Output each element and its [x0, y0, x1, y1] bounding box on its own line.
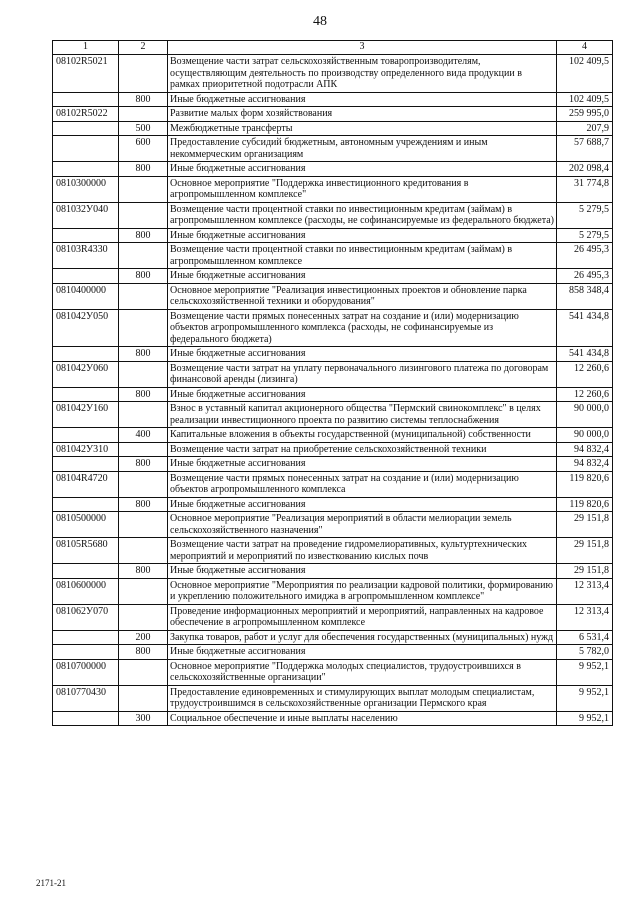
table-row [53, 442, 613, 457]
row-amount: 94 832,4 [557, 457, 613, 472]
column-number-4: 4 [557, 41, 613, 55]
row-code: 08103R4330 [53, 243, 119, 269]
row-amount: 541 434,8 [557, 309, 613, 347]
row-code [53, 428, 119, 443]
row-amount: 5 782,0 [557, 645, 613, 660]
row-expense-type [119, 107, 168, 122]
row-name: Основное мероприятие "Поддержка инвестиционного кредитования в агропромышленном комплексе" [168, 176, 557, 202]
row-amount: 90 000,0 [557, 428, 613, 443]
row-code [53, 711, 119, 726]
row-code: 081042У050 [53, 309, 119, 347]
row-code: 0810600000 [53, 578, 119, 604]
row-code [53, 121, 119, 136]
row-name: Капитальные вложения в объекты государственной (муниципальной) собственности [168, 428, 557, 443]
table-row [53, 578, 613, 604]
row-amount: 202 098,4 [557, 162, 613, 177]
row-name: Возмещение части затрат сельскохозяйственным товаропроизводителям, осуществляющим деятельность по производству определенного вида продукции в рамках приоритетной подотрасли АПК [168, 55, 557, 93]
row-amount: 29 151,8 [557, 538, 613, 564]
table-row [53, 243, 613, 269]
row-code [53, 564, 119, 579]
table-row [53, 387, 613, 402]
row-expense-type: 800 [119, 564, 168, 579]
row-code [53, 92, 119, 107]
row-amount: 102 409,5 [557, 55, 613, 93]
document-code: 2171-21 [36, 878, 66, 888]
row-code: 08104R4720 [53, 471, 119, 497]
table-row [53, 428, 613, 443]
row-amount: 94 832,4 [557, 442, 613, 457]
table-row [53, 538, 613, 564]
table-row [53, 711, 613, 726]
row-name: Иные бюджетные ассигнования [168, 564, 557, 579]
table-row [53, 176, 613, 202]
row-code: 08102R5022 [53, 107, 119, 122]
row-expense-type: 800 [119, 228, 168, 243]
table-row [53, 228, 613, 243]
row-amount: 119 820,6 [557, 497, 613, 512]
table-row [53, 136, 613, 162]
row-name: Иные бюджетные ассигнования [168, 457, 557, 472]
table-row [53, 283, 613, 309]
row-code [53, 387, 119, 402]
row-amount: 259 995,0 [557, 107, 613, 122]
column-number-1: 1 [53, 41, 119, 55]
row-amount: 26 495,3 [557, 243, 613, 269]
table-row [53, 361, 613, 387]
row-code: 081042У310 [53, 442, 119, 457]
row-name: Возмещение части затрат на приобретение сельскохозяйственной техники [168, 442, 557, 457]
row-expense-type: 800 [119, 269, 168, 284]
row-code: 0810500000 [53, 512, 119, 538]
table-row [53, 162, 613, 177]
row-code: 081042У160 [53, 402, 119, 428]
row-amount: 541 434,8 [557, 347, 613, 362]
row-expense-type [119, 578, 168, 604]
row-expense-type [119, 243, 168, 269]
row-code: 081062У070 [53, 604, 119, 630]
row-amount: 12 313,4 [557, 604, 613, 630]
row-expense-type: 800 [119, 347, 168, 362]
row-name: Иные бюджетные ассигнования [168, 92, 557, 107]
row-expense-type: 400 [119, 428, 168, 443]
row-code [53, 630, 119, 645]
row-amount: 5 279,5 [557, 228, 613, 243]
column-number-3: 3 [168, 41, 557, 55]
budget-table-body [53, 41, 613, 726]
row-name: Возмещение части затрат на проведение гидромелиоративных, культуртехнических мероприятий и мероприятий по известкованию кислых почв [168, 538, 557, 564]
table-row [53, 512, 613, 538]
row-amount: 9 952,1 [557, 711, 613, 726]
page-number: 48 [313, 14, 327, 29]
row-amount: 26 495,3 [557, 269, 613, 284]
row-name: Иные бюджетные ассигнования [168, 162, 557, 177]
row-code: 081032У040 [53, 202, 119, 228]
row-code [53, 347, 119, 362]
row-expense-type [119, 309, 168, 347]
row-expense-type [119, 202, 168, 228]
row-amount: 119 820,6 [557, 471, 613, 497]
row-name: Возмещение части прямых понесенных затрат на создание и (или) модернизацию объектов агропромышленного комплекса [168, 471, 557, 497]
row-code: 0810700000 [53, 659, 119, 685]
row-amount: 29 151,8 [557, 512, 613, 538]
row-amount: 29 151,8 [557, 564, 613, 579]
row-expense-type: 800 [119, 457, 168, 472]
row-expense-type: 600 [119, 136, 168, 162]
row-expense-type: 800 [119, 92, 168, 107]
row-name: Основное мероприятие "Реализация инвестиционных проектов и обновление парка сельскохозяйственной техники и оборудования" [168, 283, 557, 309]
row-amount: 31 774,8 [557, 176, 613, 202]
row-name: Взнос в уставный капитал акционерного общества "Пермский свинокомплекс" в целях реализации инвестиционного проекта по развитию системы теплоснабжения [168, 402, 557, 428]
row-name: Основное мероприятие "Мероприятия по реализации кадровой политики, формированию и укреплению положительного имиджа в агропромышленном комплексе" [168, 578, 557, 604]
row-name: Предоставление единовременных и стимулирующих выплат молодым специалистам, трудоустроившимся в сельскохозяйственные организации Пермского края [168, 685, 557, 711]
row-expense-type [119, 685, 168, 711]
table-row [53, 685, 613, 711]
row-amount: 5 279,5 [557, 202, 613, 228]
row-expense-type: 800 [119, 645, 168, 660]
row-amount: 90 000,0 [557, 402, 613, 428]
row-amount: 12 260,6 [557, 387, 613, 402]
row-code [53, 645, 119, 660]
table-row [53, 457, 613, 472]
table-row [53, 659, 613, 685]
row-expense-type [119, 361, 168, 387]
table-row [53, 630, 613, 645]
row-expense-type [119, 283, 168, 309]
row-expense-type: 800 [119, 162, 168, 177]
row-name: Иные бюджетные ассигнования [168, 228, 557, 243]
row-name: Основное мероприятие "Поддержка молодых специалистов, трудоустроившихся в сельскохозяйственные организации" [168, 659, 557, 685]
table-row [53, 107, 613, 122]
row-code: 081042У060 [53, 361, 119, 387]
table-row [53, 564, 613, 579]
column-number-2: 2 [119, 41, 168, 55]
row-amount: 12 313,4 [557, 578, 613, 604]
row-code [53, 228, 119, 243]
row-code: 08105R5680 [53, 538, 119, 564]
row-name: Возмещение части процентной ставки по инвестиционным кредитам (займам) в агропромышленном комплексе [168, 243, 557, 269]
row-amount: 858 348,4 [557, 283, 613, 309]
row-name: Возмещение части прямых понесенных затрат на создание и (или) модернизацию объектов агропромышленного комплекса (расходы, не софинансируемые из федерального бюджета) [168, 309, 557, 347]
row-name: Иные бюджетные ассигнования [168, 269, 557, 284]
row-expense-type [119, 402, 168, 428]
row-name: Развитие малых форм хозяйствования [168, 107, 557, 122]
row-expense-type: 300 [119, 711, 168, 726]
row-name: Закупка товаров, работ и услуг для обеспечения государственных (муниципальных) нужд [168, 630, 557, 645]
row-expense-type [119, 604, 168, 630]
table-row [53, 202, 613, 228]
row-expense-type: 800 [119, 387, 168, 402]
table-row [53, 121, 613, 136]
row-expense-type: 500 [119, 121, 168, 136]
table-row [53, 604, 613, 630]
row-code: 0810770430 [53, 685, 119, 711]
row-expense-type [119, 55, 168, 93]
table-row [53, 269, 613, 284]
row-amount: 9 952,1 [557, 659, 613, 685]
row-expense-type: 800 [119, 497, 168, 512]
row-code: 08102R5021 [53, 55, 119, 93]
row-expense-type: 200 [119, 630, 168, 645]
row-name: Возмещение части затрат на уплату первоначального лизингового платежа по договорам финансовой аренды (лизинга) [168, 361, 557, 387]
row-code [53, 269, 119, 284]
row-name: Основное мероприятие "Реализация мероприятий в области мелиорации земель сельскохозяйственного назначения" [168, 512, 557, 538]
row-amount: 57 688,7 [557, 136, 613, 162]
table-row [53, 497, 613, 512]
row-name: Иные бюджетные ассигнования [168, 387, 557, 402]
row-code [53, 497, 119, 512]
table-row [53, 309, 613, 347]
row-expense-type [119, 538, 168, 564]
row-amount: 102 409,5 [557, 92, 613, 107]
row-name: Иные бюджетные ассигнования [168, 347, 557, 362]
row-code: 0810300000 [53, 176, 119, 202]
row-name: Предоставление субсидий бюджетным, автономным учреждениям и иным некоммерческим организациям [168, 136, 557, 162]
row-code [53, 457, 119, 472]
row-amount: 207,9 [557, 121, 613, 136]
table-row [53, 471, 613, 497]
row-code [53, 136, 119, 162]
table-row [53, 402, 613, 428]
column-number-row [53, 41, 613, 55]
row-expense-type [119, 471, 168, 497]
row-expense-type [119, 442, 168, 457]
table-row [53, 92, 613, 107]
row-name: Возмещение части процентной ставки по инвестиционным кредитам (займам) в агропромышленном комплексе (расходы, не софинансируемые из федерального бюджета) [168, 202, 557, 228]
row-name: Иные бюджетные ассигнования [168, 497, 557, 512]
row-amount: 12 260,6 [557, 361, 613, 387]
row-amount: 6 531,4 [557, 630, 613, 645]
table-row [53, 645, 613, 660]
budget-table [52, 40, 613, 726]
row-expense-type [119, 512, 168, 538]
row-expense-type [119, 659, 168, 685]
row-amount: 9 952,1 [557, 685, 613, 711]
row-name: Социальное обеспечение и иные выплаты населению [168, 711, 557, 726]
table-row [53, 55, 613, 93]
row-code [53, 162, 119, 177]
row-name: Иные бюджетные ассигнования [168, 645, 557, 660]
row-expense-type [119, 176, 168, 202]
row-name: Межбюджетные трансферты [168, 121, 557, 136]
table-row [53, 347, 613, 362]
row-name: Проведение информационных мероприятий и мероприятий, направленных на кадровое обеспечение в агропромышленном комплексе [168, 604, 557, 630]
row-code: 0810400000 [53, 283, 119, 309]
